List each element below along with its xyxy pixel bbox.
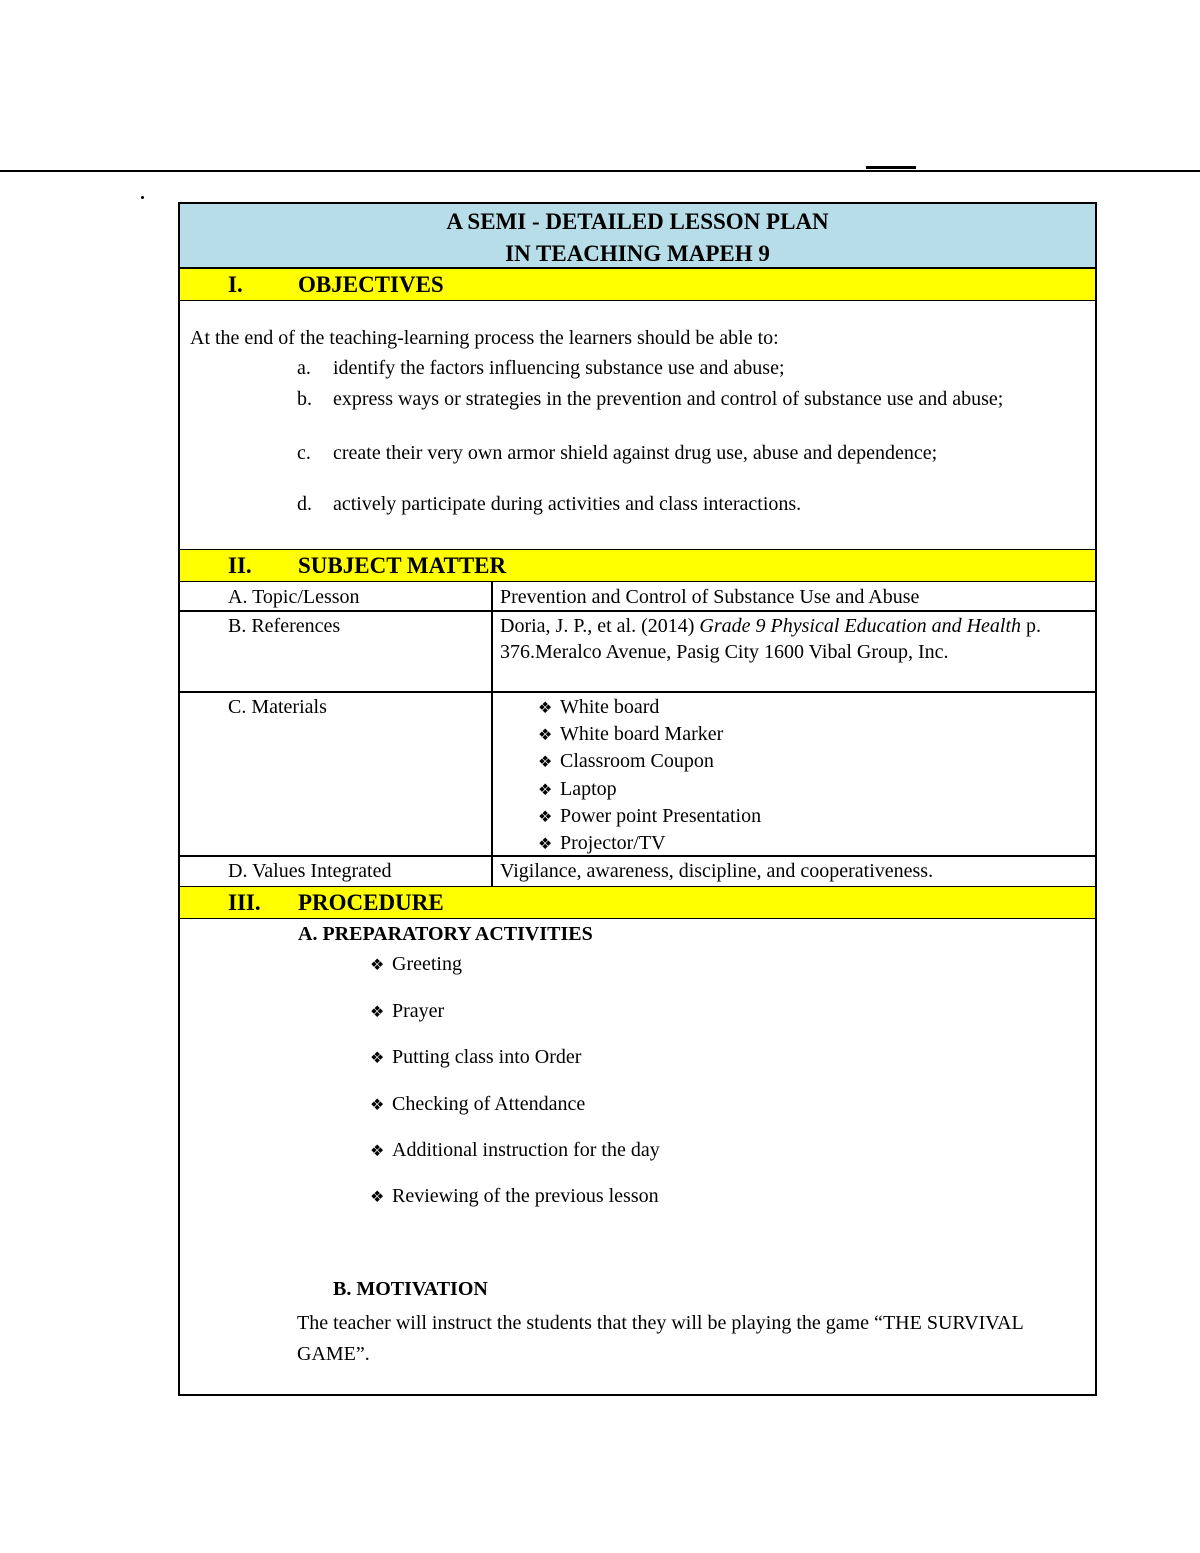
preparatory-item [370,1137,660,1165]
materials-item-label: White board [560,696,660,718]
objective-text-c: create their very own armor shield against drug use, abuse and dependence; [333,442,938,464]
materials-item-label: Laptop [560,778,617,800]
materials-item-label: Classroom Coupon [560,750,714,772]
subject-matter-label: SUBJECT MATTER [298,553,507,578]
preparatory-item [370,1183,659,1211]
topic-label: A. Topic/Lesson [228,586,360,608]
subject-matter-header [180,549,1095,582]
diamond-bullet-icon: ❖ [370,1004,385,1021]
materials-item [538,830,666,858]
preparatory-item-label: Checking of Attendance [392,1093,586,1115]
diamond-bullet-icon: ❖ [370,1050,385,1067]
objective-letter-a: a. [297,357,311,379]
values-value: Vigilance, awareness, discipline, and cooperativeness. [500,860,934,882]
materials-item [538,694,659,722]
diamond-bullet-icon: ❖ [538,782,553,799]
diamond-bullet-icon: ❖ [538,754,553,771]
materials-item [538,803,761,831]
materials-item [538,776,617,804]
topic-value: Prevention and Control of Substance Use and Abuse [500,586,920,608]
objective-letter-b: b. [297,388,312,410]
objectives-label: OBJECTIVES [298,272,444,297]
preparatory-heading: A. PREPARATORY ACTIVITIES [298,923,593,945]
diamond-bullet-icon: ❖ [370,1189,385,1206]
objectives-header [180,268,1095,301]
preparatory-item [370,1091,585,1119]
materials-item-label: Power point Presentation [560,805,762,827]
preparatory-item-label: Greeting [392,953,462,975]
preparatory-item-label: Putting class into Order [392,1046,582,1068]
diamond-bullet-icon: ❖ [370,957,385,974]
references-label: B. References [228,615,341,637]
materials-item-label: Projector/TV [560,832,666,854]
preparatory-item [370,1044,581,1072]
row-divider [180,691,1095,693]
objective-text-a: identify the factors influencing substance use and abuse; [333,357,785,379]
motivation-heading: B. MOTIVATION [333,1278,488,1300]
procedure-label: PROCEDURE [298,890,444,915]
objective-letter-c: c. [297,442,311,464]
objectives-intro: At the end of the teaching-learning process the learners should be able to: [190,327,779,349]
row-divider [180,610,1095,612]
diamond-bullet-icon: ❖ [370,1097,385,1114]
preparatory-item [370,951,462,979]
objective-letter-d: d. [297,493,312,515]
preparatory-item-label: Reviewing of the previous lesson [392,1185,659,1207]
references-title: Grade 9 Physical Education and Health [699,615,1022,637]
top-rule-mark [866,166,916,169]
values-label: D. Values Integrated [228,860,392,882]
title-line-1: A SEMI - DETAILED LESSON PLAN [446,209,829,234]
title-header [180,204,1095,268]
references-value [500,613,1085,665]
references-suffix: p. 376.Meralco Avenue, Pasig City 1600 Vibal Group, Inc. [500,615,1042,663]
diamond-bullet-icon: ❖ [538,836,553,853]
materials-label: C. Materials [228,696,327,718]
stray-dot [141,196,144,199]
top-rule [0,170,1200,172]
materials-item [538,748,714,776]
procedure-number: III. [228,890,261,915]
title-line-2: IN TEACHING MAPEH 9 [505,241,770,266]
diamond-bullet-icon: ❖ [538,727,553,744]
objectives-number: I. [228,272,243,297]
references-prefix: Doria, J. P., et al. (2014) [500,615,700,637]
procedure-header [180,886,1095,919]
subject-matter-number: II. [228,553,252,578]
materials-item-label: White board Marker [560,723,724,745]
diamond-bullet-icon: ❖ [538,700,553,717]
diamond-bullet-icon: ❖ [370,1143,385,1160]
motivation-text: The teacher will instruct the students that they will be playing the game “THE SURVIVAL GAME”. [297,1312,1024,1365]
objective-text-b: express ways or strategies in the prevention and control of substance use and abuse; [333,388,1004,410]
preparatory-item [370,998,444,1026]
objective-text-d: actively participate during activities and class interactions. [333,493,802,515]
preparatory-item-label: Additional instruction for the day [392,1139,660,1161]
lesson-plan-table [178,202,1097,1396]
materials-item [538,721,723,749]
subject-column-divider [491,582,493,886]
diamond-bullet-icon: ❖ [538,809,553,826]
preparatory-item-label: Prayer [392,1000,445,1022]
